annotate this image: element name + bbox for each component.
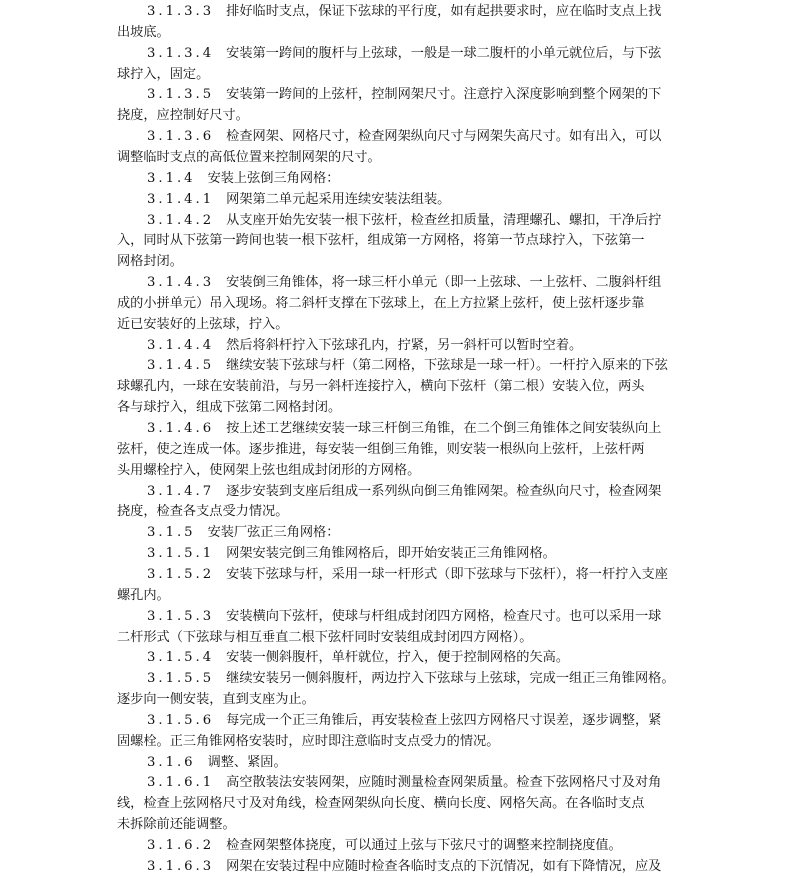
clause-line xyxy=(147,168,677,190)
line-text: 挠度，检查各支点受力情况。 xyxy=(117,504,289,520)
line-text: 网架安装完倒三角锥网格后，即开始安装正三角锥网格。 xyxy=(226,546,556,562)
line-text: 按上述工艺继续安装一球三杆倒三角锥，在二个倒三角锥体之间安装纵向上 xyxy=(226,421,662,436)
clause-number: 3.1.5 xyxy=(147,525,196,541)
line-text: 球螺孔内，一球在安装前沿，与另一斜杆连接拧入，横向下弦杆（第二根）安装入位，两头 xyxy=(117,379,645,395)
clause-number: 3.1.3.5 xyxy=(147,87,215,103)
continuation-line xyxy=(117,147,677,169)
line-text: 安装厂弦正三角网格： xyxy=(207,525,340,541)
clause-number: 3.1.3.3 xyxy=(147,4,215,19)
clause-line xyxy=(147,84,677,106)
line-text: 固螺栓。正三角锥网格安装时，应时即注意临时支点受力的情况。 xyxy=(117,733,500,749)
line-text: 球拧入，固定。 xyxy=(117,66,210,82)
line-text: 继续安装另一侧斜腹杆，两边拧入下弦球与上弦球，完成一组正三角锥网格。 xyxy=(226,671,675,687)
line-text: 逐步向一侧安装，直到支座为止。 xyxy=(117,692,315,708)
continuation-line xyxy=(117,689,677,711)
clause-number: 3.1.5.5 xyxy=(147,671,215,687)
continuation-line xyxy=(117,293,677,315)
clause-line xyxy=(147,564,677,586)
continuation-line xyxy=(117,22,677,44)
clause-line xyxy=(147,856,677,878)
line-text: 成的小拼单元）吊入现场。将二斜杆支撑在下弦球上，在上方拉紧上弦杆，使上弦杆逐步靠 xyxy=(117,295,645,311)
clause-number: 3.1.4.3 xyxy=(147,275,215,291)
line-text: 从支座开始先安装一根下弦杆，检查丝扣质量，清理螺孔、螺扣，干净后拧 xyxy=(226,212,662,228)
clause-line xyxy=(147,543,677,565)
line-text: 头用螺栓拧入，使网架上弦也组成封闭形的方网格。 xyxy=(117,462,421,478)
clause-line xyxy=(147,710,677,732)
clause-line xyxy=(147,752,677,774)
clause-number: 3.1.4.5 xyxy=(147,358,215,374)
line-text: 检查网架整体挠度，可以通过上弦与下弦尺寸的调整来控制挠度值。 xyxy=(226,838,622,853)
continuation-line xyxy=(117,376,677,398)
continuation-line xyxy=(117,251,677,273)
clause-line xyxy=(147,1,677,23)
line-text: 线，检查上弦网格尺寸及对角线，检查网架纵向长度、横向长度、网格矢高。在各临时支点 xyxy=(117,796,645,812)
clause-number: 3.1.4 xyxy=(147,170,196,186)
line-text: 排好临时支点，保证下弦球的平行度，如有起拱要求时，应在临时支点上找 xyxy=(226,4,662,19)
continuation-line xyxy=(117,105,677,127)
clause-line xyxy=(147,835,677,857)
clause-number: 3.1.5.3 xyxy=(147,608,215,624)
line-text: 调整临时支点的高低位置来控制网架的尺寸。 xyxy=(117,149,381,165)
clause-number: 3.1.6.2 xyxy=(147,838,215,853)
line-text: 安装横向下弦杆，使球与杆组成封闭四方网格，检查尺寸。也可以采用一球 xyxy=(226,608,662,624)
clause-line xyxy=(147,43,677,65)
clause-number: 3.1.5.6 xyxy=(147,712,215,728)
continuation-line xyxy=(117,64,677,86)
line-text: 安装上弦倒三角网格： xyxy=(207,170,340,186)
clause-line xyxy=(147,418,677,440)
line-text: 挠度，应控制好尺寸。 xyxy=(117,108,249,124)
clause-number: 3.1.5.2 xyxy=(147,566,215,582)
clause-number: 3.1.3.6 xyxy=(147,129,215,145)
clause-number: 3.1.4.6 xyxy=(147,421,215,436)
clause-line xyxy=(147,481,677,503)
continuation-line xyxy=(117,314,677,336)
line-text: 螺孔内。 xyxy=(117,587,170,603)
line-text: 二杆形式（下弦球与相互垂直二根下弦杆同时安装组成封闭四方网格）。 xyxy=(117,629,533,645)
line-text: 网格封闭。 xyxy=(117,254,183,270)
line-text: 检查网架、网格尺寸，检查网架纵向尺寸与网架失高尺寸。如有出入，可以 xyxy=(226,129,662,145)
clause-line xyxy=(147,189,677,211)
clause-line xyxy=(147,772,677,794)
clause-number: 3.1.4.1 xyxy=(147,191,215,207)
line-text: 网架第二单元起采用连续安装法组装。 xyxy=(226,191,451,207)
continuation-line xyxy=(117,439,677,461)
line-text: 安装第一跨间的腹杆与上弦球，一般是一球二腹杆的小单元就位后，与下弦 xyxy=(226,45,662,61)
line-text: 弦杆，使之连成一体。逐步推进，每安装一组倒三角锥，则安装一根纵向上弦杆，上弦杆两 xyxy=(117,441,645,457)
line-text: 网架在安装过程中应随时检查各临时支点的下沉情况，如有下降情况，应及 xyxy=(226,858,662,874)
continuation-line xyxy=(117,397,677,419)
clause-line xyxy=(147,522,677,544)
clause-number: 3.1.4.4 xyxy=(147,337,215,353)
clause-line xyxy=(147,606,677,628)
clause-number: 3.1.3.4 xyxy=(147,45,215,61)
clause-number: 3.1.6.3 xyxy=(147,858,215,874)
clause-line xyxy=(147,355,677,377)
clause-number: 3.1.5.1 xyxy=(147,546,215,562)
line-text: 调整、紧固。 xyxy=(207,754,287,770)
continuation-line xyxy=(117,814,677,836)
clause-line xyxy=(147,335,677,357)
clause-number: 3.1.6 xyxy=(147,754,196,770)
clause-number: 3.1.6.1 xyxy=(147,775,215,791)
line-text: 安装一侧斜腹杆，单杆就位，拧入，便于控制网格的矢高。 xyxy=(226,650,570,666)
line-text: 出坡底。 xyxy=(117,24,170,40)
clause-line xyxy=(147,668,677,690)
line-text: 然后将斜杆拧入下弦球孔内，拧紧，另一斜杆可以暂时空着。 xyxy=(226,337,583,353)
line-text: 各与球拧入，组成下弦第二网格封闭。 xyxy=(117,400,342,416)
continuation-line xyxy=(117,460,677,482)
continuation-line xyxy=(117,501,677,523)
continuation-line xyxy=(117,230,677,252)
clause-line xyxy=(147,272,677,294)
line-text: 安装第一跨间的上弦杆，控制网架尺寸。注意拧入深度影响到整个网架的下 xyxy=(226,87,662,103)
line-text: 逐步安装到支座后组成一系列纵向倒三角锥网架。检查纵向尺寸，检查网架 xyxy=(226,483,662,499)
line-text: 继续安装下弦球与杆（第二网格，下弦球是一球一杆）。一杆拧入原来的下弦 xyxy=(226,358,668,374)
line-text: 入，同时从下弦第一跨间也装一根下弦杆，组成第一方网格，将第一节点球拧入，下弦第一 xyxy=(117,233,645,249)
line-text: 高空散装法安装网架，应随时测量检查网架质量。检查下弦网格尺寸及对角 xyxy=(226,775,662,791)
clause-line xyxy=(147,647,677,669)
continuation-line xyxy=(117,627,677,649)
line-text: 安装倒三角锥体，将一球三杆小单元（即一上弦球、一上弦杆、二腹斜杆组 xyxy=(226,275,662,291)
continuation-line xyxy=(117,731,677,753)
line-text: 近已安装好的上弦球，拧入。 xyxy=(117,316,289,332)
clause-number: 3.1.5.4 xyxy=(147,650,215,666)
clause-number: 3.1.4.7 xyxy=(147,483,215,499)
continuation-line xyxy=(117,585,677,607)
clause-line xyxy=(147,126,677,148)
continuation-line xyxy=(117,793,677,815)
line-text: 每完成一个正三角锥后，再安装检查上弦四方网格尺寸误差，逐步调整，紧 xyxy=(226,712,662,728)
line-text: 未拆除前还能调整。 xyxy=(117,817,236,833)
line-text: 安装下弦球与杆，采用一球一杆形式（即下弦球与下弦杆），将一杆拧入支座 xyxy=(226,566,668,582)
clause-number: 3.1.4.2 xyxy=(147,212,215,228)
clause-line xyxy=(147,210,677,232)
